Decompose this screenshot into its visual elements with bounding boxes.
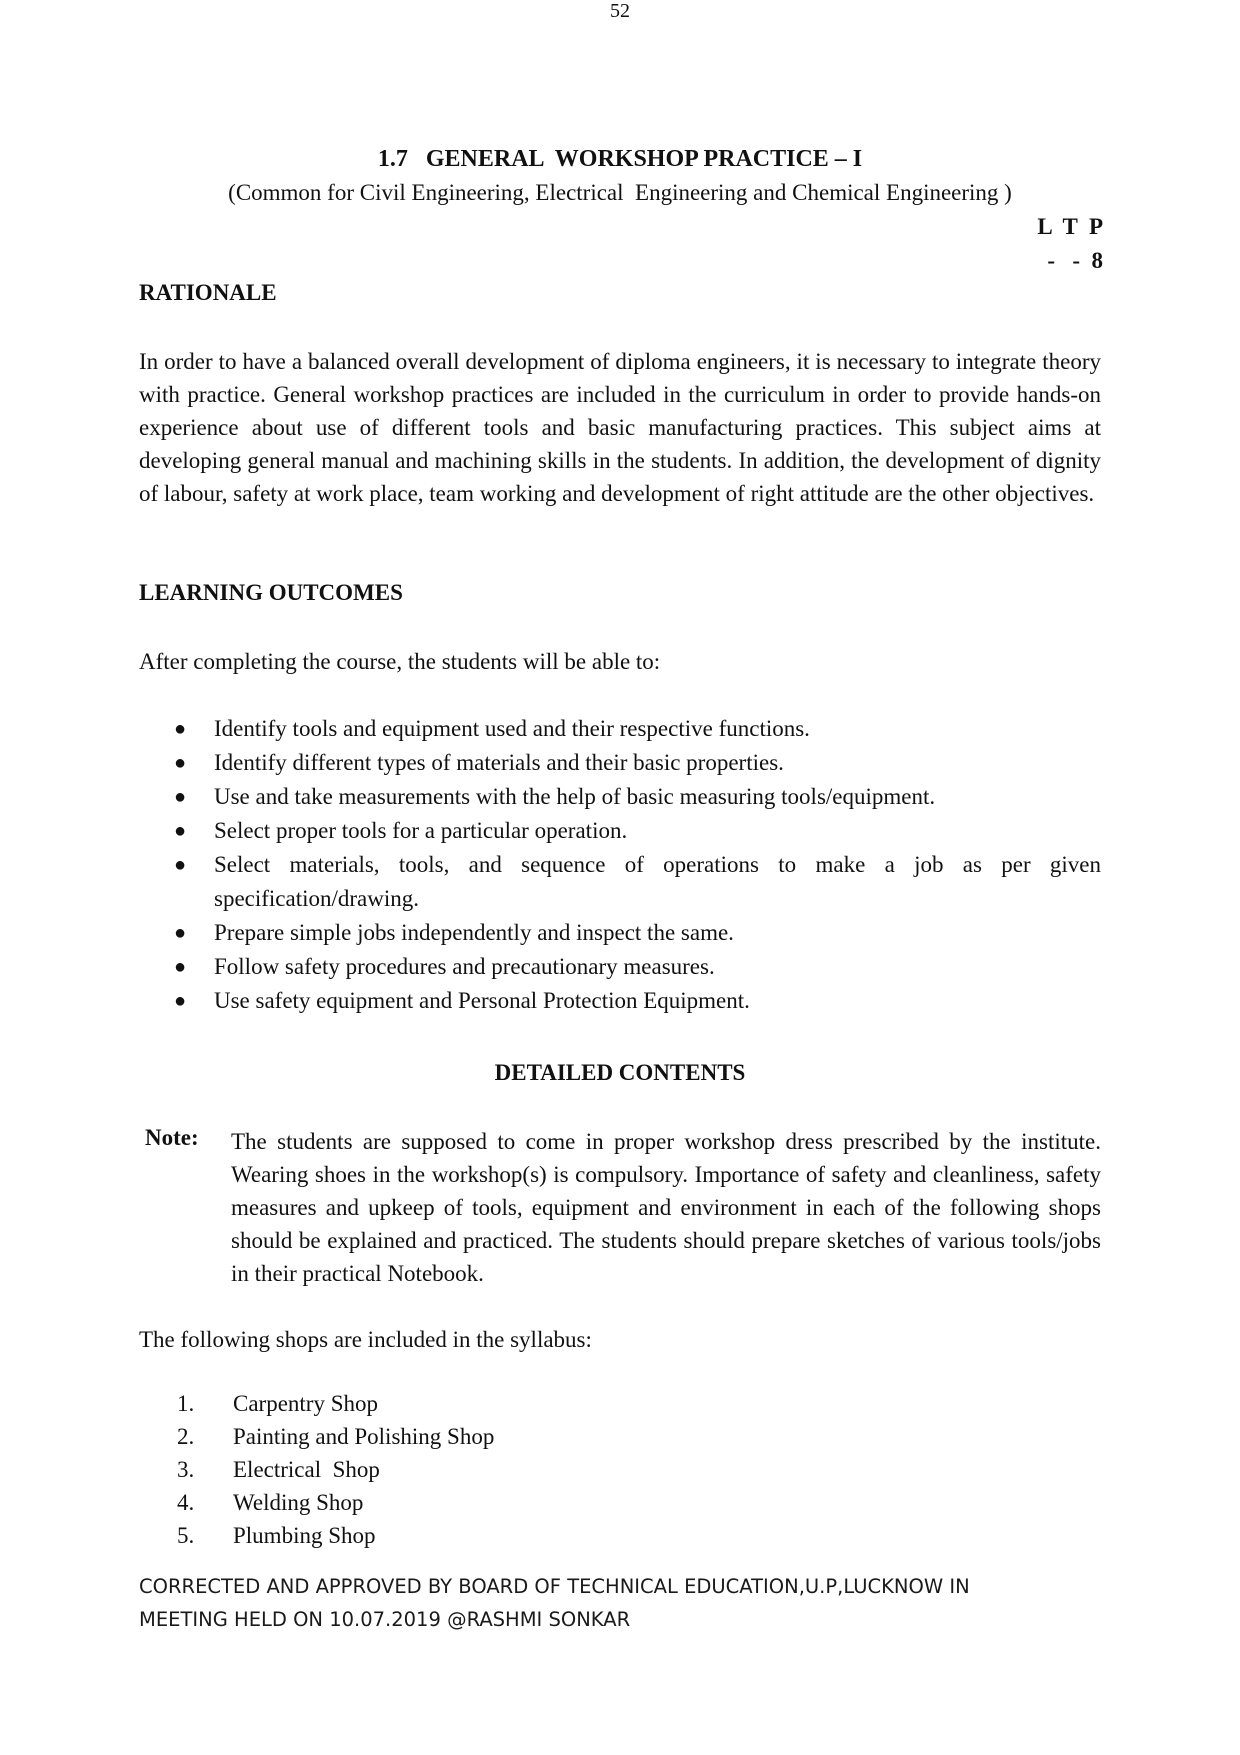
bullet-icon: ●	[174, 820, 187, 842]
outcome-text: Identify tools and equipment used and their respective functions.	[214, 716, 810, 741]
shops-intro: The following shops are included in the syllabus:	[139, 1327, 592, 1352]
list-item	[139, 1519, 494, 1552]
bullet-icon: ●	[174, 922, 187, 944]
footer-line-1: CORRECTED AND APPROVED BY BOARD OF TECHNICAL EDUCATION,U.P,LUCKNOW IN	[139, 1575, 970, 1598]
outcome-text: Use and take measurements with the help of basic measuring tools/equipment.	[214, 784, 936, 809]
bullet-icon: ●	[174, 854, 187, 876]
footer-line-2: MEETING HELD ON 10.07.2019 @RASHMI SONKAR	[139, 1608, 631, 1631]
learning-outcomes-heading: LEARNING OUTCOMES	[139, 580, 403, 605]
list-item	[139, 1486, 494, 1519]
list-item	[139, 916, 1101, 950]
list-number: 2.	[177, 1424, 195, 1449]
list-item	[139, 814, 1101, 848]
approval-footer	[139, 1570, 1099, 1636]
outcome-text: Follow safety procedures and precautionary measures.	[214, 954, 715, 979]
note-label: Note:	[145, 1125, 199, 1150]
outcome-text: Identify different types of materials and their basic properties.	[214, 750, 784, 775]
shop-name: Electrical Shop	[233, 1457, 380, 1482]
outcome-text: Prepare simple jobs independently and inspect the same.	[214, 920, 734, 945]
shop-name: Carpentry Shop	[233, 1391, 379, 1416]
list-item	[139, 746, 1101, 780]
bullet-icon: ●	[174, 956, 187, 978]
list-number: 5.	[177, 1523, 195, 1548]
shop-name: Welding Shop	[233, 1490, 364, 1515]
list-item	[139, 1387, 494, 1420]
bullet-icon: ●	[174, 752, 187, 774]
note-text: The students are supposed to come in proper workshop dress prescribed by the institute. Wearing shoes in the workshop(s) is compulsory. Importance of safety and cleanliness, safety measures and upkeep of tools, equipment and environment in each of the following shops should be explained and practiced. The students should prepare sketches of various tools/jobs in their practical Notebook.	[231, 1129, 1101, 1286]
shops-list	[139, 1387, 494, 1552]
list-item	[139, 1420, 494, 1453]
bullet-icon: ●	[174, 990, 187, 1012]
list-item	[139, 950, 1101, 984]
outcome-text: Select materials, tools, and sequence of operations to make a job as per given specification/drawing.	[214, 852, 1101, 911]
list-item	[139, 780, 1101, 814]
page-number: 52	[610, 0, 630, 22]
bullet-icon: ●	[174, 786, 187, 808]
outcome-text: Use safety equipment and Personal Protection Equipment.	[214, 988, 750, 1013]
outcome-text: Select proper tools for a particular operation.	[214, 818, 628, 843]
course-subtitle: (Common for Civil Engineering, Electrical Engineering and Chemical Engineering )	[228, 180, 1012, 205]
list-number: 3.	[177, 1457, 195, 1482]
rationale-text: In order to have a balanced overall development of diploma engineers, it is necessary to integrate theory with practice. General workshop practices are included in the curriculum in order to provide hands-on experience about use of different tools and basic manufacturing practices. This subject aims at developing general manual and machining skills in the students. In addition, the development of dignity of labour, safety at work place, team working and development of right attitude are the other objectives.	[139, 349, 1101, 506]
list-item	[139, 848, 1101, 916]
list-number: 4.	[177, 1490, 195, 1515]
detailed-contents-heading: DETAILED CONTENTS	[494, 1060, 746, 1085]
shop-name: Plumbing Shop	[233, 1523, 376, 1548]
ltp-values: - - 8	[1047, 248, 1103, 273]
bullet-icon: ●	[174, 718, 187, 740]
list-item	[139, 1453, 494, 1486]
learning-outcomes-intro: After completing the course, the students will be able to:	[139, 649, 661, 674]
list-number: 1.	[177, 1391, 195, 1416]
learning-outcomes-list	[139, 712, 1101, 1018]
list-item	[139, 712, 1101, 746]
list-item	[139, 984, 1101, 1018]
shop-name: Painting and Polishing Shop	[233, 1424, 495, 1449]
ltp-header: L T P	[1037, 214, 1103, 239]
course-title: 1.7 GENERAL WORKSHOP PRACTICE – I	[377, 146, 863, 172]
rationale-heading: RATIONALE	[139, 280, 277, 305]
